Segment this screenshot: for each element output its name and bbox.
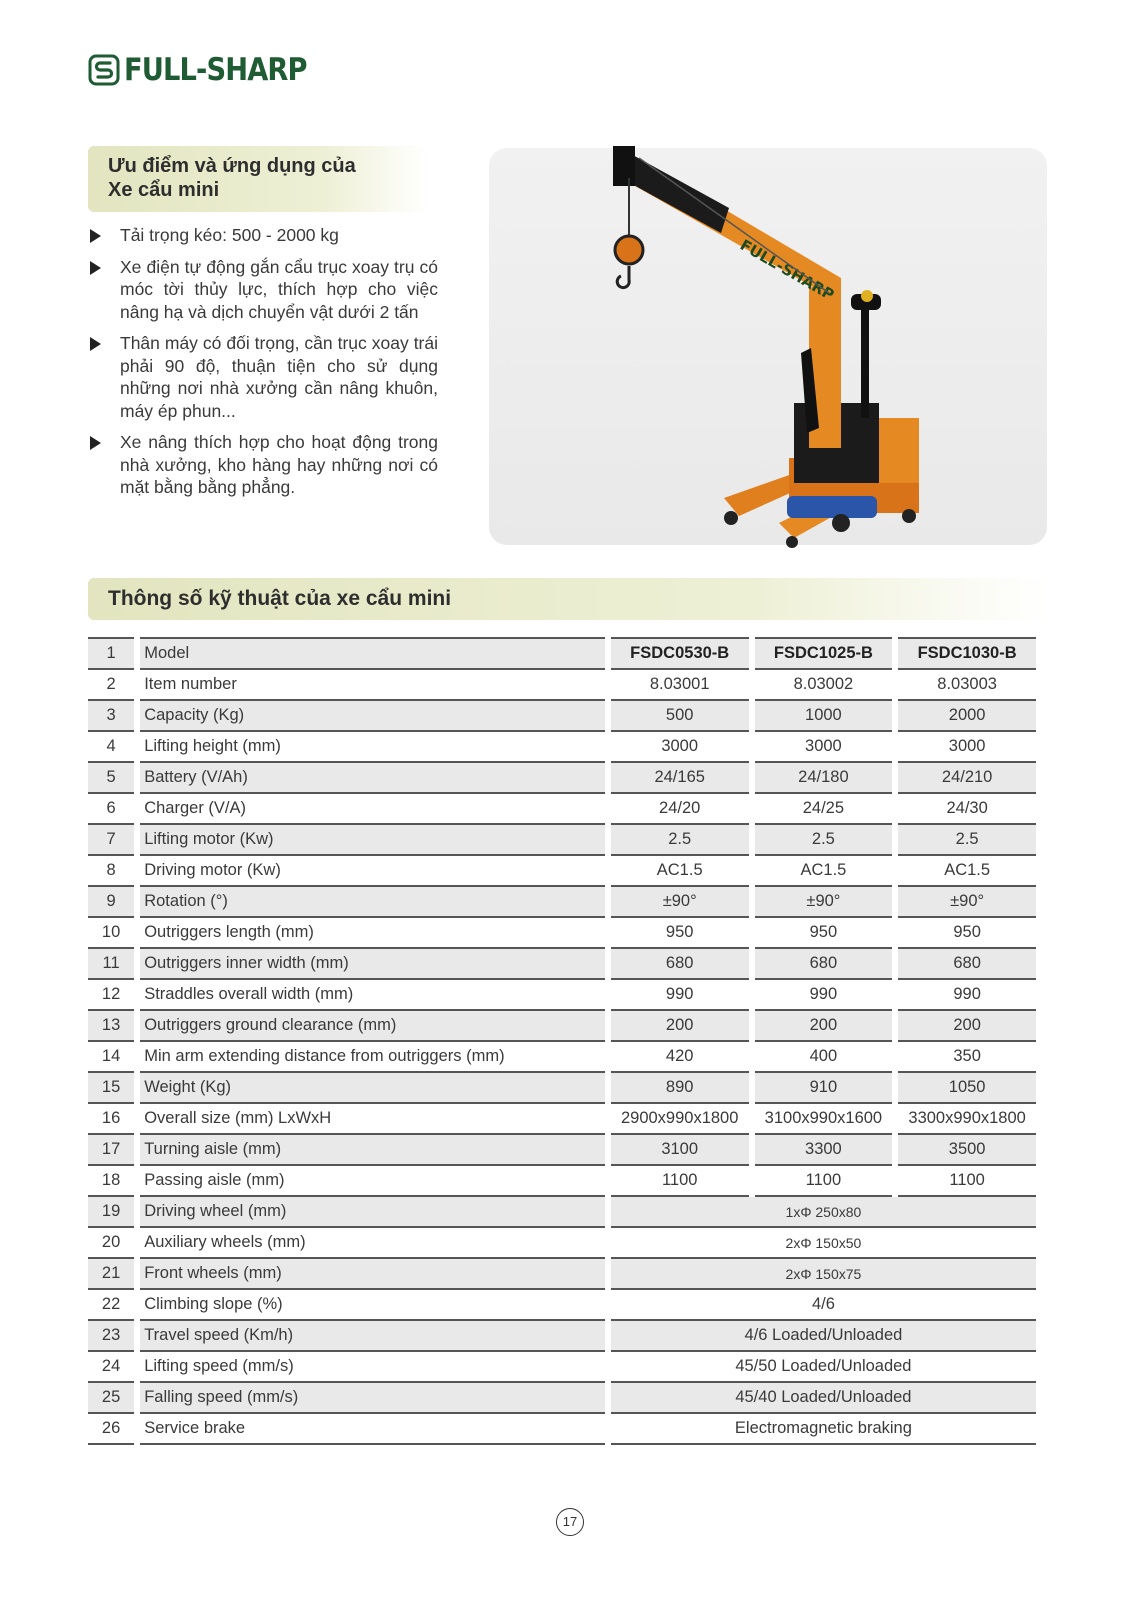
spec-value: 3000 xyxy=(898,732,1036,763)
row-number: 22 xyxy=(88,1290,134,1321)
model-header: FSDC1030-B xyxy=(898,637,1036,670)
row-number: 17 xyxy=(88,1135,134,1166)
table-row xyxy=(88,1166,1036,1197)
table-row xyxy=(88,1011,1036,1042)
specs-heading: Thông số kỹ thuật của xe cẩu mini xyxy=(88,578,1048,620)
row-number: 10 xyxy=(88,918,134,949)
table-row xyxy=(88,732,1036,763)
spec-value: 24/25 xyxy=(755,794,893,825)
row-number: 25 xyxy=(88,1383,134,1414)
advantages-title-line1: Ưu điểm và ứng dụng của xyxy=(108,155,356,177)
spec-value-merged: 4/6 xyxy=(611,1290,1036,1321)
spec-label: Travel speed (Km/h) xyxy=(140,1321,605,1352)
spec-value: 200 xyxy=(755,1011,893,1042)
spec-value: 3000 xyxy=(611,732,749,763)
row-number: 6 xyxy=(88,794,134,825)
spec-value: 3100 xyxy=(611,1135,749,1166)
spec-label: Lifting speed (mm/s) xyxy=(140,1352,605,1383)
row-number: 16 xyxy=(88,1104,134,1135)
table-row xyxy=(88,1197,1036,1228)
spec-value-merged: Electromagnetic braking xyxy=(611,1414,1036,1445)
row-number: 4 xyxy=(88,732,134,763)
spec-label: Driving motor (Kw) xyxy=(140,856,605,887)
row-number: 21 xyxy=(88,1259,134,1290)
triangle-bullet-icon xyxy=(90,436,101,450)
spec-value: 910 xyxy=(755,1073,893,1104)
spec-value: 1100 xyxy=(611,1166,749,1197)
spec-value: 8.03002 xyxy=(755,670,893,701)
table-row xyxy=(88,887,1036,918)
row-number: 3 xyxy=(88,701,134,732)
spec-value: 890 xyxy=(611,1073,749,1104)
spec-value: 990 xyxy=(755,980,893,1011)
spec-value: AC1.5 xyxy=(611,856,749,887)
spec-label: Overall size (mm) LxWxH xyxy=(140,1104,605,1135)
spec-value: 950 xyxy=(611,918,749,949)
spec-label: Driving wheel (mm) xyxy=(140,1197,605,1228)
model-header: FSDC0530-B xyxy=(611,637,749,670)
spec-label: Capacity (Kg) xyxy=(140,701,605,732)
spec-value: 3300x990x1800 xyxy=(898,1104,1036,1135)
spec-value: 3000 xyxy=(755,732,893,763)
row-number: 24 xyxy=(88,1352,134,1383)
row-number: 26 xyxy=(88,1414,134,1445)
spec-label: Min arm extending distance from outriggers (mm) xyxy=(140,1042,605,1073)
spec-label: Weight (Kg) xyxy=(140,1073,605,1104)
spec-value: AC1.5 xyxy=(898,856,1036,887)
spec-value: 2.5 xyxy=(898,825,1036,856)
spec-value: 950 xyxy=(898,918,1036,949)
spec-value: 24/30 xyxy=(898,794,1036,825)
spec-value-merged: 4/6 Loaded/Unloaded xyxy=(611,1321,1036,1352)
spec-value-merged: 2xΦ 150x50 xyxy=(611,1228,1036,1259)
spec-label: Auxiliary wheels (mm) xyxy=(140,1228,605,1259)
spec-value: 200 xyxy=(611,1011,749,1042)
spec-value: 2.5 xyxy=(611,825,749,856)
brand-logo xyxy=(88,52,332,88)
advantages-list xyxy=(88,224,438,508)
row-number: 8 xyxy=(88,856,134,887)
spec-value: 3300 xyxy=(755,1135,893,1166)
table-row xyxy=(88,1228,1036,1259)
row-number: 9 xyxy=(88,887,134,918)
spec-label: Charger (V/A) xyxy=(140,794,605,825)
table-row xyxy=(88,701,1036,732)
spec-value: 2900x990x1800 xyxy=(611,1104,749,1135)
table-row xyxy=(88,980,1036,1011)
table-row xyxy=(88,1352,1036,1383)
table-row xyxy=(88,856,1036,887)
spec-value: 24/165 xyxy=(611,763,749,794)
row-number: 2 xyxy=(88,670,134,701)
table-row xyxy=(88,794,1036,825)
advantages-title-line2: Xe cẩu mini xyxy=(108,179,220,201)
spec-value: 1000 xyxy=(755,701,893,732)
spec-value: 24/180 xyxy=(755,763,893,794)
model-header: FSDC1025-B xyxy=(755,637,893,670)
mini-crane-illustration xyxy=(489,98,1047,558)
spec-value: ±90° xyxy=(898,887,1036,918)
row-number: 12 xyxy=(88,980,134,1011)
advantage-item: Thân máy có đối trọng, cần trục xoay trái phải 90 độ, thuận tiện cho sử dụng những nơi nhà xưởng cần nâng khuôn, máy ép phun... xyxy=(88,332,438,422)
row-number: 13 xyxy=(88,1011,134,1042)
spec-value: 500 xyxy=(611,701,749,732)
row-number: 11 xyxy=(88,949,134,980)
spec-value: 24/20 xyxy=(611,794,749,825)
spec-label: Battery (V/Ah) xyxy=(140,763,605,794)
advantage-item: Tải trọng kéo: 500 - 2000 kg xyxy=(88,224,438,247)
spec-label: Passing aisle (mm) xyxy=(140,1166,605,1197)
spec-value-merged: 45/40 Loaded/Unloaded xyxy=(611,1383,1036,1414)
row-number: 15 xyxy=(88,1073,134,1104)
spec-label: Lifting height (mm) xyxy=(140,732,605,763)
advantage-item: Xe điện tự động gắn cẩu trục xoay trụ có móc tời thủy lực, thích hợp cho việc nâng hạ và dịch chuyển vật dưới 2 tấn xyxy=(88,256,438,324)
table-row xyxy=(88,1135,1036,1166)
spec-value: 8.03003 xyxy=(898,670,1036,701)
full-sharp-logo-icon xyxy=(88,54,120,86)
spec-value: ±90° xyxy=(755,887,893,918)
advantages-heading xyxy=(88,146,428,212)
spec-label: Rotation (°) xyxy=(140,887,605,918)
spec-value: 950 xyxy=(755,918,893,949)
spec-label: Climbing slope (%) xyxy=(140,1290,605,1321)
spec-value: ±90° xyxy=(611,887,749,918)
table-row xyxy=(88,1414,1036,1445)
table-row xyxy=(88,1383,1036,1414)
spec-label: Lifting motor (Kw) xyxy=(140,825,605,856)
mini-crane-photo xyxy=(489,148,1047,545)
spec-label: Outriggers length (mm) xyxy=(140,918,605,949)
spec-value: 400 xyxy=(755,1042,893,1073)
spec-value: 990 xyxy=(611,980,749,1011)
spec-label: Falling speed (mm/s) xyxy=(140,1383,605,1414)
spec-value: 3100x990x1600 xyxy=(755,1104,893,1135)
advantage-item: Xe nâng thích hợp cho hoạt động trong nhà xưởng, kho hàng hay những nơi có mặt bằng bằng phẳng. xyxy=(88,431,438,499)
row-number: 5 xyxy=(88,763,134,794)
spec-label: Outriggers ground clearance (mm) xyxy=(140,1011,605,1042)
spec-label: Front wheels (mm) xyxy=(140,1259,605,1290)
table-row xyxy=(88,637,1036,670)
table-row xyxy=(88,670,1036,701)
triangle-bullet-icon xyxy=(90,337,101,351)
table-row xyxy=(88,825,1036,856)
spec-label: Outriggers inner width (mm) xyxy=(140,949,605,980)
spec-value: 1100 xyxy=(755,1166,893,1197)
row-number: 19 xyxy=(88,1197,134,1228)
spec-label: Turning aisle (mm) xyxy=(140,1135,605,1166)
row-number: 1 xyxy=(88,637,134,670)
spec-value: 8.03001 xyxy=(611,670,749,701)
spec-value-merged: 2xΦ 150x75 xyxy=(611,1259,1036,1290)
row-number: 23 xyxy=(88,1321,134,1352)
table-row xyxy=(88,1073,1036,1104)
table-row xyxy=(88,1104,1036,1135)
spec-value: 350 xyxy=(898,1042,1036,1073)
spec-value: 200 xyxy=(898,1011,1036,1042)
spec-value: 1100 xyxy=(898,1166,1036,1197)
table-row xyxy=(88,1259,1036,1290)
row-number: 14 xyxy=(88,1042,134,1073)
spec-value: 680 xyxy=(611,949,749,980)
spec-value: 2.5 xyxy=(755,825,893,856)
spec-value: 1050 xyxy=(898,1073,1036,1104)
row-number: 20 xyxy=(88,1228,134,1259)
spec-value: 420 xyxy=(611,1042,749,1073)
spec-value: 680 xyxy=(755,949,893,980)
spec-value-merged: 45/50 Loaded/Unloaded xyxy=(611,1352,1036,1383)
spec-label: Straddles overall width (mm) xyxy=(140,980,605,1011)
spec-label: Item number xyxy=(140,670,605,701)
table-row xyxy=(88,918,1036,949)
spec-label: Service brake xyxy=(140,1414,605,1445)
spec-value: AC1.5 xyxy=(755,856,893,887)
table-row xyxy=(88,1042,1036,1073)
spec-value: 3500 xyxy=(898,1135,1036,1166)
table-row xyxy=(88,949,1036,980)
triangle-bullet-icon xyxy=(90,229,101,243)
spec-value-merged: 1xΦ 250x80 xyxy=(611,1197,1036,1228)
row-number: 7 xyxy=(88,825,134,856)
table-row xyxy=(88,763,1036,794)
spec-value: 680 xyxy=(898,949,1036,980)
spec-label: Model xyxy=(140,637,605,670)
spec-value: 2000 xyxy=(898,701,1036,732)
table-row xyxy=(88,1290,1036,1321)
row-number: 18 xyxy=(88,1166,134,1197)
specs-table xyxy=(82,637,1042,1445)
boom-brand-text: FULL-SHARP xyxy=(737,235,838,305)
page-number: 17 xyxy=(556,1508,584,1536)
brand-name: FULL-SHARP xyxy=(124,52,307,88)
table-row xyxy=(88,1321,1036,1352)
spec-value: 990 xyxy=(898,980,1036,1011)
spec-value: 24/210 xyxy=(898,763,1036,794)
triangle-bullet-icon xyxy=(90,261,101,275)
